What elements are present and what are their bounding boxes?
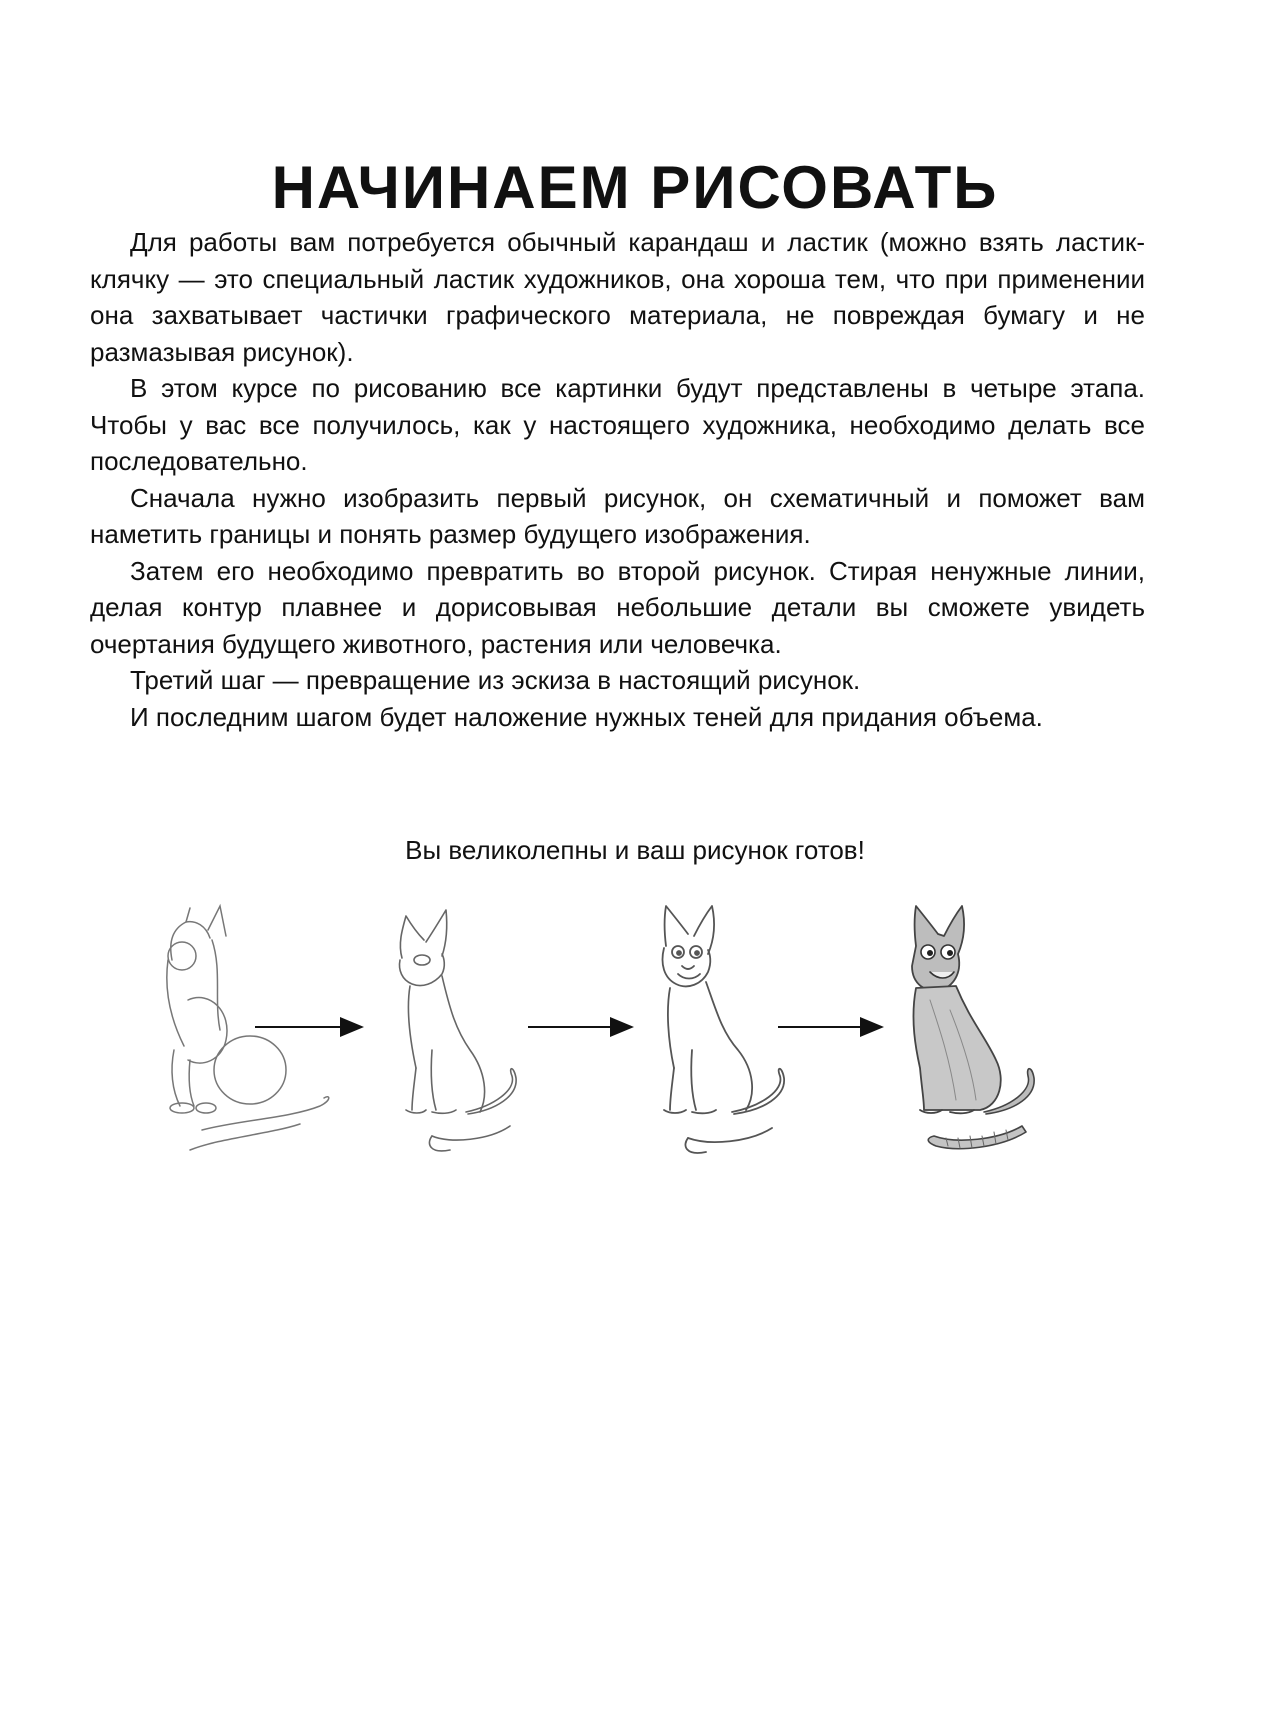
drawing-steps-illustration <box>150 900 1150 1160</box>
closing-sentence: Вы великолепны и ваш рисунок готов! <box>405 835 865 865</box>
paragraph-step-two: Затем его необходимо превратить во второй рисунок. Стирая ненужные линии, делая контур плавнее и дорисовывая небольшие детали вы сможете увидеть очертания будущего животного, растения или человечка. <box>90 555 1145 659</box>
paragraph-four-stages: В этом курсе по рисованию все картинки будут представлены в четыре этапа. Чтобы у вас все получилось, как у настоящего художника, необходимо делать все последовательно. <box>90 373 1145 476</box>
cat-sketch-step-2 <box>400 910 517 1151</box>
cat-sketch-step-3 <box>663 906 785 1153</box>
paragraph-step-four: И последним шагом будет наложение нужных теней для придания объема. <box>130 701 1043 732</box>
paragraph-step-one: Сначала нужно изобразить первый рисунок, он схематичный и поможет вам наметить границы и понять размер будущего изображения. <box>90 482 1145 549</box>
page-title: НАЧИНАЕМ РИСОВАТЬ <box>271 154 999 222</box>
paragraph-materials: Для работы вам потребуется обычный карандаш и ластик (можно взять ластик-клячку — это специальный ластик художников, она хороша тем, что при применении она захватывает частички графического материала, не повреждая бумагу и не размазывая рисунок). <box>90 227 1145 367</box>
paragraph-step-three: Третий шаг — превращение из эскиза в настоящий рисунок. <box>130 665 861 695</box>
body-text <box>90 224 1145 735</box>
cat-sketch-step-4 <box>912 906 1034 1149</box>
